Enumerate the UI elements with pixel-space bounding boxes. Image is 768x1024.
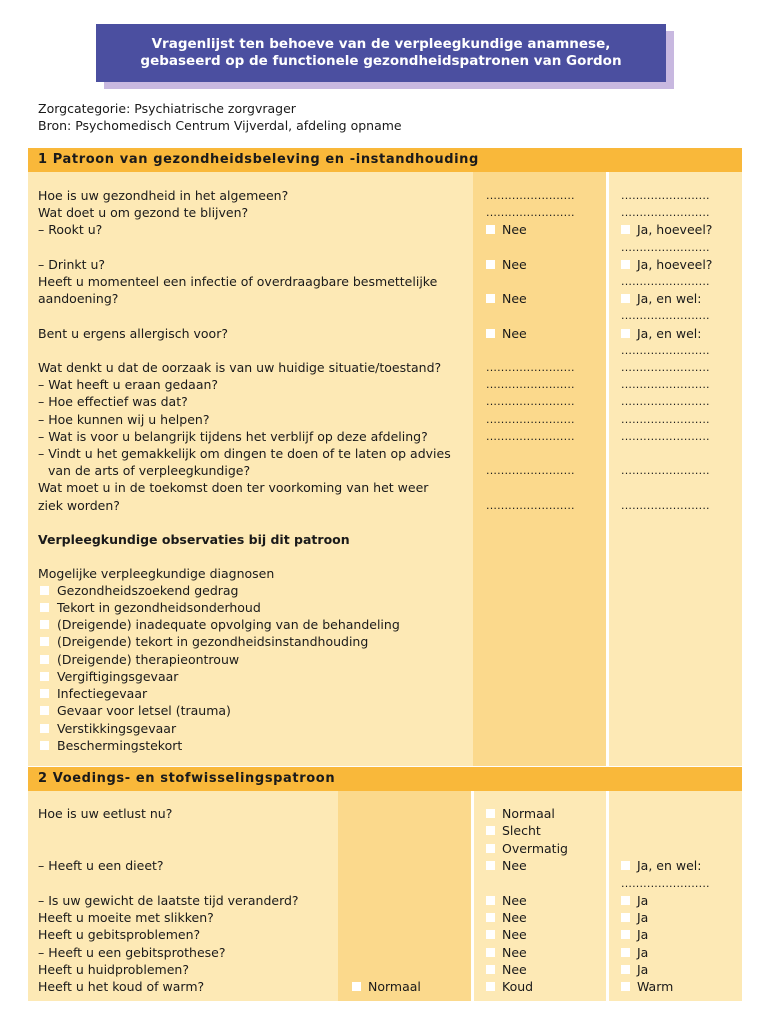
- answer-line[interactable]: ........................: [621, 430, 710, 443]
- s2-column-divider: [606, 791, 609, 1001]
- answer-line[interactable]: ........................: [486, 413, 575, 426]
- page-title: [96, 24, 666, 82]
- normaal-label: Normaal: [368, 979, 421, 994]
- answer-line[interactable]: ........................: [486, 189, 575, 202]
- appetite-label: Slecht: [502, 823, 541, 838]
- answer-line[interactable]: ........................: [486, 206, 575, 219]
- nee-checkbox[interactable]: [486, 948, 495, 957]
- diagnosis-checkbox[interactable]: [40, 603, 49, 612]
- nee-checkbox[interactable]: [486, 913, 495, 922]
- diagnosis-checkbox[interactable]: [40, 655, 49, 664]
- diagnosis-label: Gevaar voor letsel (trauma): [57, 703, 231, 718]
- nee-label: Nee: [502, 910, 527, 925]
- diagnosis-label: Tekort in gezondheidsonderhoud: [57, 600, 261, 615]
- s2-question: Hoe is uw eetlust nu?: [38, 806, 173, 821]
- bron: Bron: Psychomedisch Centrum Vijverdal, afdeling opname: [38, 118, 402, 133]
- answer-line[interactable]: ........................: [621, 499, 710, 512]
- s1-question: ziek worden?: [38, 498, 120, 513]
- s2-question: Heeft u gebitsproblemen?: [38, 927, 201, 942]
- nee-label: Nee: [502, 222, 527, 237]
- diagnosis-label: Verstikkingsgevaar: [57, 721, 177, 736]
- diagnosis-label: (Dreigende) inadequate opvolging van de behandeling: [57, 617, 400, 632]
- answer-line[interactable]: ........................: [621, 361, 710, 374]
- answer-line[interactable]: ........................: [621, 413, 710, 426]
- ja-checkbox[interactable]: [621, 948, 630, 957]
- answer-line[interactable]: ........................: [486, 499, 575, 512]
- title-line-2: gebaseerd op de functionele gezondheidspatronen van Gordon: [140, 53, 622, 69]
- nee-label: Nee: [502, 893, 527, 908]
- ja-label: Ja: [637, 910, 649, 925]
- section2-heading: 2 Voedings- en stofwisselingspatroon: [28, 767, 742, 791]
- answer-line[interactable]: ........................: [621, 464, 710, 477]
- answer-line[interactable]: ........................: [621, 189, 710, 202]
- diagnosis-checkbox[interactable]: [40, 724, 49, 733]
- s2-answer-column-0: [338, 791, 473, 1001]
- s1-question: – Hoe effectief was dat?: [38, 394, 188, 409]
- answer-line[interactable]: ........................: [621, 877, 710, 890]
- nee-checkbox[interactable]: [486, 294, 495, 303]
- s1-question: van de arts of verpleegkundige?: [48, 463, 251, 478]
- ja-en-wel-label: Ja, en wel:: [637, 291, 702, 306]
- answer-line[interactable]: ........................: [621, 344, 710, 357]
- ja-checkbox[interactable]: [621, 930, 630, 939]
- title-line-1: Vragenlijst ten behoeve van de verpleegkundige anamnese,: [151, 36, 611, 52]
- diagnosis-checkbox[interactable]: [40, 741, 49, 750]
- appetite-label: Normaal: [502, 806, 555, 821]
- appetite-checkbox[interactable]: [486, 844, 495, 853]
- diagnosis-checkbox[interactable]: [40, 672, 49, 681]
- warm-label: Warm: [637, 979, 674, 994]
- answer-line[interactable]: ........................: [486, 464, 575, 477]
- s2-question: Heeft u huidproblemen?: [38, 962, 189, 977]
- diagnosis-label: Gezondheidszoekend gedrag: [57, 583, 239, 598]
- diagnosis-checkbox[interactable]: [40, 706, 49, 715]
- nee-label: Nee: [502, 962, 527, 977]
- ja-checkbox[interactable]: [621, 965, 630, 974]
- s2-question: Heeft u het koud of warm?: [38, 979, 205, 994]
- answer-line[interactable]: ........................: [621, 395, 710, 408]
- koud-label: Koud: [502, 979, 534, 994]
- ja-hoeveel-checkbox[interactable]: [621, 225, 630, 234]
- ja-en-wel-checkbox[interactable]: [621, 329, 630, 338]
- appetite-checkbox[interactable]: [486, 826, 495, 835]
- diagnosis-checkbox[interactable]: [40, 637, 49, 646]
- diagnoses-title: Mogelijke verpleegkundige diagnosen: [38, 566, 275, 581]
- answer-line[interactable]: ........................: [486, 430, 575, 443]
- appetite-checkbox[interactable]: [486, 809, 495, 818]
- section1-heading: 1 Patroon van gezondheidsbeleving en -instandhouding: [28, 148, 742, 172]
- s1-question: – Wat heeft u eraan gedaan?: [38, 377, 219, 392]
- warm-checkbox[interactable]: [621, 982, 630, 991]
- nee-checkbox[interactable]: [486, 260, 495, 269]
- s1-question: Wat doet u om gezond te blijven?: [38, 205, 249, 220]
- nee-checkbox[interactable]: [486, 329, 495, 338]
- answer-line[interactable]: ........................: [621, 275, 710, 288]
- diagnosis-label: Infectiegevaar: [57, 686, 148, 701]
- ja-label: Ja: [637, 927, 649, 942]
- diagnosis-label: (Dreigende) tekort in gezondheidsinstandhouding: [57, 634, 369, 649]
- nee-label: Nee: [502, 326, 527, 341]
- diagnosis-checkbox[interactable]: [40, 620, 49, 629]
- koud-checkbox[interactable]: [486, 982, 495, 991]
- s1-question: – Vindt u het gemakkelijk om dingen te doen of te laten op advies: [38, 446, 451, 461]
- nee-checkbox[interactable]: [486, 965, 495, 974]
- ja-en-wel-checkbox[interactable]: [621, 861, 630, 870]
- nee-label: Nee: [502, 858, 527, 873]
- diagnosis-label: (Dreigende) therapieontrouw: [57, 652, 240, 667]
- nee-label: Nee: [502, 257, 527, 272]
- s1-column-divider: [606, 172, 609, 766]
- zorgcategorie: Zorgcategorie: Psychiatrische zorgvrager: [38, 101, 296, 116]
- ja-hoeveel-label: Ja, hoeveel?: [637, 222, 713, 237]
- s2-question: – Heeft u een gebitsprothese?: [38, 945, 226, 960]
- s1-question: – Hoe kunnen wij u helpen?: [38, 412, 210, 427]
- diagnosis-checkbox[interactable]: [40, 586, 49, 595]
- ja-en-wel-label: Ja, en wel:: [637, 326, 702, 341]
- nee-checkbox[interactable]: [486, 896, 495, 905]
- s2-question: – Is uw gewicht de laatste tijd veranderd?: [38, 893, 299, 908]
- s1-question: Wat moet u in de toekomst doen ter voorkoming van het weer: [38, 480, 429, 495]
- normaal-checkbox[interactable]: [352, 982, 361, 991]
- answer-line[interactable]: ........................: [486, 361, 575, 374]
- nee-label: Nee: [502, 945, 527, 960]
- s2-question: Heeft u moeite met slikken?: [38, 910, 214, 925]
- diagnosis-checkbox[interactable]: [40, 689, 49, 698]
- appetite-label: Overmatig: [502, 841, 568, 856]
- ja-label: Ja: [637, 962, 649, 977]
- nee-checkbox[interactable]: [486, 225, 495, 234]
- answer-line[interactable]: ........................: [486, 378, 575, 391]
- ja-checkbox[interactable]: [621, 913, 630, 922]
- s2-question: – Heeft u een dieet?: [38, 858, 164, 873]
- answer-line[interactable]: ........................: [486, 395, 575, 408]
- answer-line[interactable]: ........................: [621, 309, 710, 322]
- s1-question: – Wat is voor u belangrijk tijdens het verblijf op deze afdeling?: [38, 429, 428, 444]
- diagnosis-label: Vergiftigingsgevaar: [57, 669, 179, 684]
- answer-line[interactable]: ........................: [621, 378, 710, 391]
- nee-label: Nee: [502, 927, 527, 942]
- s1-question: – Drinkt u?: [38, 257, 106, 272]
- ja-hoeveel-label: Ja, hoeveel?: [637, 257, 713, 272]
- nee-label: Nee: [502, 291, 527, 306]
- ja-en-wel-label: Ja, en wel:: [637, 858, 702, 873]
- s1-question: Bent u ergens allergisch voor?: [38, 326, 228, 341]
- ja-hoeveel-checkbox[interactable]: [621, 260, 630, 269]
- s1-question: Heeft u momenteel een infectie of overdraagbare besmettelijke: [38, 274, 438, 289]
- ja-en-wel-checkbox[interactable]: [621, 294, 630, 303]
- ja-label: Ja: [637, 945, 649, 960]
- nee-checkbox[interactable]: [486, 930, 495, 939]
- observations-title: Verpleegkundige observaties bij dit patroon: [38, 532, 350, 547]
- diagnosis-label: Beschermingstekort: [57, 738, 183, 753]
- s1-question: Hoe is uw gezondheid in het algemeen?: [38, 188, 289, 203]
- ja-label: Ja: [637, 893, 649, 908]
- nee-checkbox[interactable]: [486, 861, 495, 870]
- s2-column-divider: [471, 791, 474, 1001]
- answer-line[interactable]: ........................: [621, 206, 710, 219]
- s1-question: aandoening?: [38, 291, 119, 306]
- ja-checkbox[interactable]: [621, 896, 630, 905]
- s1-question: Wat denkt u dat de oorzaak is van uw huidige situatie/toestand?: [38, 360, 442, 375]
- s1-question: – Rookt u?: [38, 222, 103, 237]
- answer-line[interactable]: ........................: [621, 241, 710, 254]
